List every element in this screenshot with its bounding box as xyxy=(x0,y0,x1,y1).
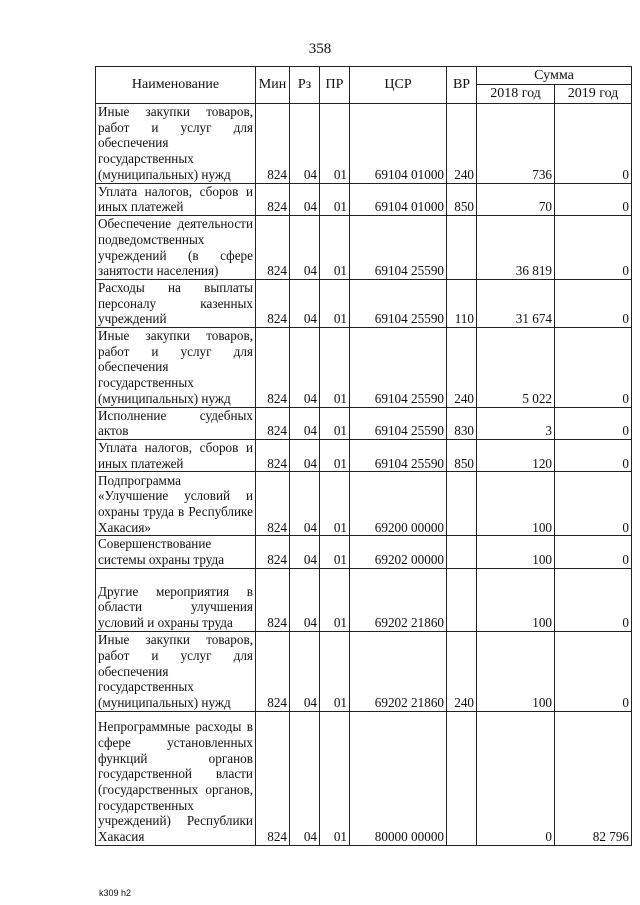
row-pr: 01 xyxy=(320,568,350,631)
header-pr: ПР xyxy=(320,67,350,104)
row-rz: 04 xyxy=(290,472,320,536)
row-min: 824 xyxy=(256,279,290,327)
row-sum-2019: 82 796 xyxy=(555,711,632,845)
header-row xyxy=(96,67,632,85)
page-number: 358 xyxy=(308,41,332,57)
table-row xyxy=(96,711,632,845)
row-pr: 01 xyxy=(320,328,350,408)
row-csr: 69104 01000 xyxy=(350,183,447,215)
row-sum-2019: 0 xyxy=(555,568,632,631)
row-vr: 830 xyxy=(447,407,477,439)
row-name: Уплата налогов, сборов и иных платежей xyxy=(96,183,256,215)
row-min: 824 xyxy=(256,215,290,279)
row-pr: 01 xyxy=(320,183,350,215)
budget-table xyxy=(95,66,632,846)
row-name: Иные закупки товаров, работ и услуг для обеспечения государственных (муниципальных) нужд xyxy=(96,328,256,408)
row-pr: 01 xyxy=(320,215,350,279)
row-rz: 04 xyxy=(290,711,320,845)
row-min: 824 xyxy=(256,407,290,439)
row-csr: 69200 00000 xyxy=(350,472,447,536)
row-pr: 01 xyxy=(320,104,350,184)
row-rz: 04 xyxy=(290,407,320,439)
row-sum-2019: 0 xyxy=(555,631,632,711)
row-csr: 69202 21860 xyxy=(350,568,447,631)
row-pr: 01 xyxy=(320,711,350,845)
row-vr xyxy=(447,536,477,568)
row-vr: 240 xyxy=(447,328,477,408)
header-year-2018: 2018 год xyxy=(477,85,555,104)
table-row xyxy=(96,631,632,711)
row-sum-2019: 0 xyxy=(555,183,632,215)
row-sum-2018: 31 674 xyxy=(477,279,555,327)
table-row xyxy=(96,439,632,471)
row-pr: 01 xyxy=(320,279,350,327)
row-csr: 69202 21860 xyxy=(350,631,447,711)
table-body xyxy=(96,104,632,846)
row-rz: 04 xyxy=(290,215,320,279)
row-vr: 240 xyxy=(447,631,477,711)
row-pr: 01 xyxy=(320,407,350,439)
table-row xyxy=(96,183,632,215)
row-csr: 69104 25590 xyxy=(350,439,447,471)
table-row xyxy=(96,568,632,631)
row-name: Иные закупки товаров, работ и услуг для обеспечения государственных (муниципальных) нужд xyxy=(96,631,256,711)
row-sum-2018: 5 022 xyxy=(477,328,555,408)
row-vr xyxy=(447,215,477,279)
row-name: Подпрограмма «Улучшение условий и охраны труда в Республике Хакасия» xyxy=(96,472,256,536)
row-csr: 69104 25590 xyxy=(350,279,447,327)
row-vr: 850 xyxy=(447,439,477,471)
row-sum-2018: 100 xyxy=(477,472,555,536)
row-sum-2019: 0 xyxy=(555,328,632,408)
row-sum-2019: 0 xyxy=(555,279,632,327)
row-min: 824 xyxy=(256,439,290,471)
row-vr: 850 xyxy=(447,183,477,215)
row-rz: 04 xyxy=(290,328,320,408)
row-rz: 04 xyxy=(290,568,320,631)
row-sum-2018: 0 xyxy=(477,711,555,845)
row-min: 824 xyxy=(256,183,290,215)
row-sum-2019: 0 xyxy=(555,104,632,184)
table-row xyxy=(96,328,632,408)
row-sum-2018: 3 xyxy=(477,407,555,439)
row-vr xyxy=(447,711,477,845)
row-sum-2018: 100 xyxy=(477,568,555,631)
row-vr: 240 xyxy=(447,104,477,184)
row-rz: 04 xyxy=(290,104,320,184)
row-pr: 01 xyxy=(320,536,350,568)
row-name: Обеспечение деятельности подведомственных учреждений (в сфере занятости населения) xyxy=(96,215,256,279)
row-name: Непрограммные расходы в сфере установленных функций органов государственной власти (государственных органов, государственных учреждений) Республики Хакасия xyxy=(96,711,256,845)
row-vr xyxy=(447,568,477,631)
header-min: Мин xyxy=(256,67,290,104)
table-row xyxy=(96,104,632,184)
header-year-2019: 2019 год xyxy=(555,85,632,104)
row-name: Другие мероприятия в области улучшения условий и охраны труда xyxy=(96,568,256,631)
header-csr: ЦСР xyxy=(350,67,447,104)
header-sum: Сумма xyxy=(477,67,632,85)
row-sum-2019: 0 xyxy=(555,407,632,439)
row-pr: 01 xyxy=(320,472,350,536)
row-rz: 04 xyxy=(290,279,320,327)
footer-code: k309 h2 xyxy=(99,888,132,898)
row-min: 824 xyxy=(256,711,290,845)
row-csr: 69104 25590 xyxy=(350,407,447,439)
row-rz: 04 xyxy=(290,183,320,215)
row-rz: 04 xyxy=(290,631,320,711)
row-min: 824 xyxy=(256,568,290,631)
row-min: 824 xyxy=(256,104,290,184)
row-sum-2018: 70 xyxy=(477,183,555,215)
table-row xyxy=(96,407,632,439)
row-pr: 01 xyxy=(320,631,350,711)
table-row xyxy=(96,472,632,536)
row-csr: 69104 01000 xyxy=(350,104,447,184)
row-min: 824 xyxy=(256,328,290,408)
row-name: Исполнение судебных актов xyxy=(96,407,256,439)
table-row xyxy=(96,279,632,327)
row-csr: 69104 25590 xyxy=(350,215,447,279)
row-sum-2019: 0 xyxy=(555,215,632,279)
row-name: Уплата налогов, сборов и иных платежей xyxy=(96,439,256,471)
row-sum-2018: 100 xyxy=(477,536,555,568)
header-name: Наименование xyxy=(96,67,256,104)
row-sum-2019: 0 xyxy=(555,536,632,568)
row-vr: 110 xyxy=(447,279,477,327)
table-row xyxy=(96,215,632,279)
row-min: 824 xyxy=(256,631,290,711)
row-min: 824 xyxy=(256,536,290,568)
row-sum-2018: 36 819 xyxy=(477,215,555,279)
row-sum-2018: 100 xyxy=(477,631,555,711)
row-sum-2018: 736 xyxy=(477,104,555,184)
row-name: Расходы на выплаты персоналу казенных учреждений xyxy=(96,279,256,327)
row-sum-2019: 0 xyxy=(555,439,632,471)
row-csr: 69202 00000 xyxy=(350,536,447,568)
row-name: Совершенствование системы охраны труда xyxy=(96,536,256,568)
row-pr: 01 xyxy=(320,439,350,471)
row-vr xyxy=(447,472,477,536)
row-rz: 04 xyxy=(290,536,320,568)
header-rz: Рз xyxy=(290,67,320,104)
row-sum-2018: 120 xyxy=(477,439,555,471)
header-vr: ВР xyxy=(447,67,477,104)
row-csr: 69104 25590 xyxy=(350,328,447,408)
row-sum-2019: 0 xyxy=(555,472,632,536)
row-min: 824 xyxy=(256,472,290,536)
table-row xyxy=(96,536,632,568)
row-csr: 80000 00000 xyxy=(350,711,447,845)
row-name: Иные закупки товаров, работ и услуг для обеспечения государственных (муниципальных) нужд xyxy=(96,104,256,184)
row-rz: 04 xyxy=(290,439,320,471)
